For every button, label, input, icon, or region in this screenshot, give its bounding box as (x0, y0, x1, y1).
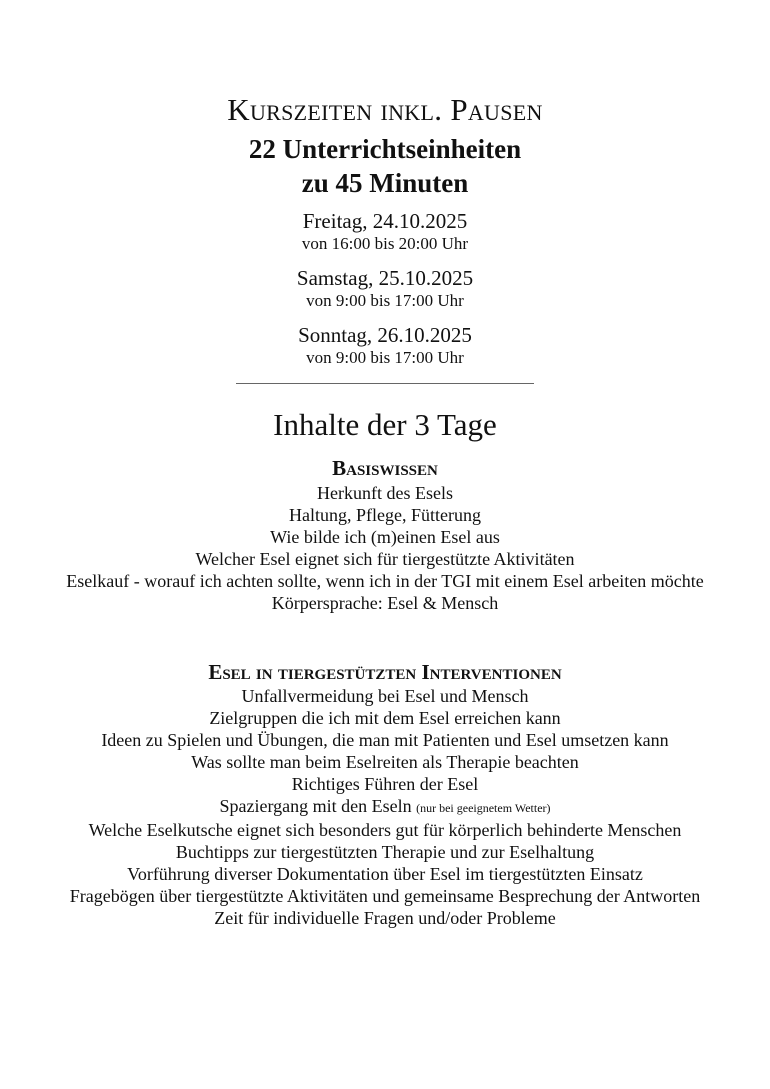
list-item: Ideen zu Spielen und Übungen, die man mit Patienten und Esel umsetzen kann (101, 730, 669, 750)
schedule-day: Samstag, 25.10.2025 (296, 266, 474, 290)
divider (236, 383, 534, 384)
list-item: Herkunft des Esels (317, 483, 453, 503)
list-item: Buchtipps zur tiergestützten Therapie und zur Eselhaltung (175, 842, 595, 862)
schedule-sunday (0, 323, 770, 368)
schedule-time: von 9:00 bis 17:00 Uhr (306, 348, 464, 367)
list-item: Wie bilde ich (m)einen Esel aus (270, 527, 500, 547)
schedule-friday (0, 209, 770, 254)
interventions-list (60, 685, 710, 929)
contents-heading: Inhalte der 3 Tage (273, 407, 497, 442)
list-item: Vorführung diverser Dokumentation über Esel im tiergestützten Einsatz (127, 864, 643, 884)
list-item: Was sollte man beim Eselreiten als Therapie beachten (191, 752, 579, 772)
list-item: Zeit für individuelle Fragen und/oder Probleme (214, 908, 556, 928)
schedule-saturday (0, 266, 770, 311)
basics-list (60, 482, 710, 614)
list-item: Eselkauf - worauf ich achten sollte, wenn ich in der TGI mit einem Esel arbeiten möchte (66, 571, 704, 591)
list-item: Fragebögen über tiergestützte Aktivitäten und gemeinsame Besprechung der Antworten (69, 886, 701, 906)
list-item: Richtiges Führen der Esel (291, 774, 479, 794)
list-item: Haltung, Pflege, Fütterung (289, 505, 481, 525)
list-item: Unfallvermeidung bei Esel und Mensch (241, 686, 529, 706)
minutes-heading: zu 45 Minuten (301, 168, 469, 198)
schedule-time: von 9:00 bis 17:00 Uhr (306, 291, 464, 310)
schedule-time: von 16:00 bis 20:00 Uhr (301, 234, 469, 253)
schedule-day: Freitag, 24.10.2025 (302, 209, 468, 233)
interventions-heading: Esel in tiergestützten Interventionen (208, 660, 562, 684)
schedule-day: Sonntag, 26.10.2025 (298, 323, 472, 347)
weather-note: (nur bei geeignetem Wetter) (416, 801, 551, 815)
basics-heading: Basiswissen (332, 456, 438, 480)
units-heading: 22 Unterrichtseinheiten (248, 134, 522, 164)
list-item: Welcher Esel eignet sich für tiergestützte Aktivitäten (195, 549, 575, 569)
walk-item-text: Spaziergang mit den Eseln (219, 796, 412, 816)
list-item-walk (60, 795, 710, 819)
list-item: Welche Eselkutsche eignet sich besonders gut für körperlich behinderte Menschen (88, 820, 682, 840)
course-times-heading: Kurszeiten inkl. Pausen (227, 92, 543, 127)
list-item: Körpersprache: Esel & Mensch (271, 593, 499, 613)
list-item: Zielgruppen die ich mit dem Esel erreichen kann (209, 708, 561, 728)
